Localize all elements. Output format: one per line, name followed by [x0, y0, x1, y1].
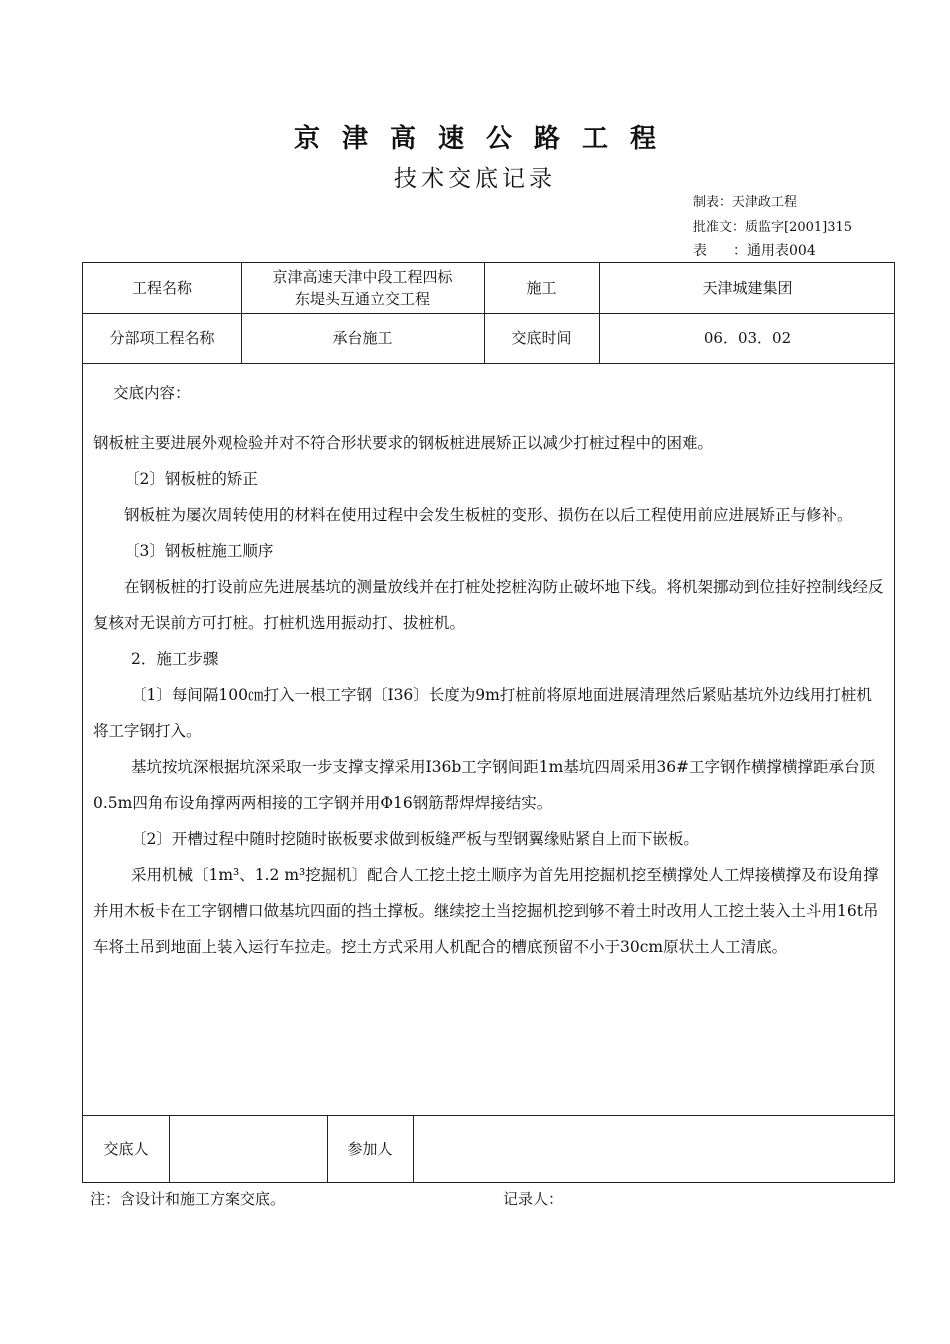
meta-form-issuer: 制表：天津政工程 [693, 195, 798, 210]
subproject-value: 承台施工 [332, 329, 393, 347]
participant-field[interactable] [413, 1115, 896, 1182]
subproject-label: 分部项工程名称 [109, 329, 215, 347]
content-paragraph: 钢板桩为屡次周转使用的材料在使用过程中会发生板桩的变形、损伤在以后工程使用前应进展矫正与修补。 [124, 506, 853, 524]
project-name-value [241, 263, 484, 313]
content-paragraph: 〔2〕钢板桩的矫正 [124, 470, 258, 488]
presenter-label: 交底人 [103, 1139, 149, 1158]
document-subtitle: 技术交底记录 [394, 166, 556, 192]
content-paragraph: 〔1〕每间隔100㎝打入一根工字钢〔I36〕长度为9m打桩前将原地面进展清理然后紧贴基坑外边线用打桩机将工字钢打入。 [93, 686, 872, 740]
content-paragraph: 基坑按坑深根据坑深采取一步支撑支撑采用I36b工字钢间距1m基坑四周采用36#工字钢作横撑横撑距承台顶0.5m四角布设角撑两两相接的工字钢并用Φ16钢筋帮焊焊接结实。 [93, 758, 876, 812]
footer-note: 注：含设计和施工方案交底。 [90, 1190, 286, 1208]
presenter-field[interactable] [169, 1115, 327, 1182]
project-name-line: 京津高速天津中段工程四标 [272, 268, 453, 286]
construction-label: 施工 [526, 279, 557, 297]
date-value: 06．03．02 [703, 329, 792, 347]
construction-value: 天津城建集团 [702, 279, 793, 297]
content-paragraph: 在钢板桩的打设前应先进展基坑的测量放线并在打桩处挖桩沟防止破坏地下线。将机架挪动到位挂好控制线经反复核对无误前方可打桩。打桩机选用振动打、拔桩机。 [93, 578, 884, 632]
content-paragraph: 〔2〕开槽过程中随时挖随时嵌板要求做到板缝严板与型钢翼缘贴紧自上而下嵌板。 [131, 830, 699, 848]
content-area [83, 363, 894, 1115]
content-paragraph: 采用机械〔1m³、1.2 m³挖掘机〕配合人工挖土挖土顺序为首先用挖掘机挖至横撑处人工焊接横撑及布设角撑并用木板卡在工字钢槽口做基坑四面的挡土撑板。继续挖土当挖掘机挖到够不着土时改用人工挖土装入土斗用16t吊车将土吊到地面上装入运行车拉走。挖土方式采用人机配合的槽底预留不小于30cm原状土人工清底。 [93, 866, 879, 956]
document-title: 京津高速公路工程 [293, 124, 678, 154]
content-paragraph: 2．施工步骤 [131, 650, 219, 668]
content-paragraph: 钢板桩主要进展外观检验并对不符合形状要求的钢板桩进展矫正以减少打桩过程中的困难。 [93, 434, 714, 452]
project-name-label: 工程名称 [131, 279, 192, 297]
meta-table-number [693, 240, 816, 260]
content-heading: 交底内容： [113, 384, 191, 402]
date-label: 交底时间 [511, 329, 572, 347]
recorder-label: 记录人： [503, 1190, 564, 1208]
meta-table-value: ：通用表004 [733, 243, 816, 259]
project-name-line: 东堤头互通立交工程 [294, 290, 430, 308]
participant-label: 参加人 [347, 1139, 393, 1158]
content-paragraph: 〔3〕钢板桩施工顺序 [124, 542, 274, 560]
content-body [93, 375, 886, 965]
meta-table-label: 表 [693, 243, 707, 259]
meta-approval-number: 批准文：质监字[2001]315 [693, 220, 853, 235]
record-table [82, 262, 895, 1183]
